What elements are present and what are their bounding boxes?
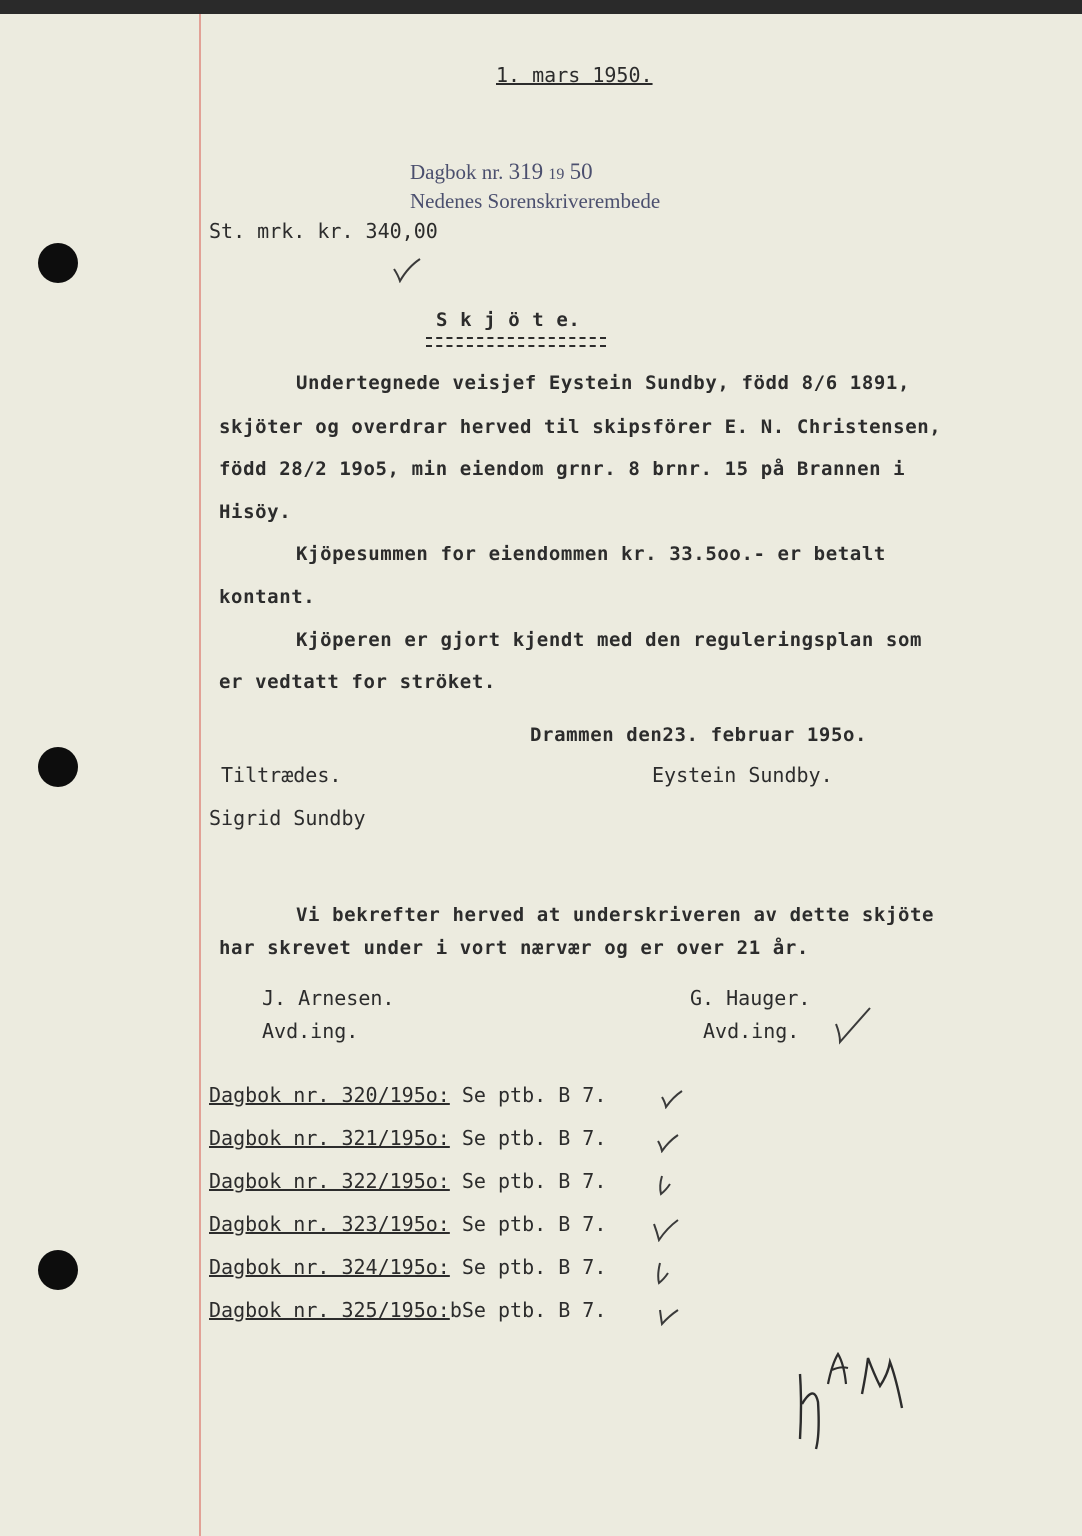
- punch-hole: [38, 243, 78, 283]
- check-mark-icon: [652, 1218, 680, 1242]
- document-title: S k j ö t e.: [436, 309, 581, 331]
- header-date: 1. mars 1950.: [496, 63, 653, 87]
- journal-note: Se ptb. B 7.: [449, 1169, 607, 1193]
- stamp-year-suffix: 50: [569, 159, 593, 184]
- place-date: Drammen den23. februar 195o.: [530, 724, 868, 746]
- spouse-signature: Sigrid Sundby: [209, 806, 366, 830]
- journal-ref: Dagbok nr. 322/195o:: [209, 1169, 450, 1193]
- check-mark-icon: [392, 257, 422, 283]
- body-line: född 28/2 19o5, min eiendom grnr. 8 brnr. 15 på Brannen i: [219, 458, 906, 480]
- journal-note: Se ptb. B 7.: [449, 1255, 607, 1279]
- margin-line: [199, 14, 201, 1536]
- journal-entry: [209, 1169, 606, 1193]
- handwritten-initials-icon: [792, 1344, 912, 1454]
- witness-name: G. Hauger.: [690, 986, 811, 1010]
- journal-ref: Dagbok nr. 323/195o:: [209, 1212, 450, 1236]
- journal-ref: Dagbok nr. 324/195o:: [209, 1255, 450, 1279]
- stamp-office: Nedenes Sorenskriverembede: [410, 189, 661, 213]
- journal-entry: [209, 1298, 606, 1322]
- journal-note: Se ptb. B 7.: [449, 1126, 607, 1150]
- title-underline: [426, 337, 606, 347]
- journal-entry: [209, 1212, 606, 1236]
- body-line: Undertegnede veisjef Eystein Sundby, född 8/6 1891,: [296, 372, 910, 394]
- punch-hole: [38, 1250, 78, 1290]
- check-mark-icon: [656, 1174, 674, 1196]
- journal-note: Se ptb. B 7.: [449, 1083, 607, 1107]
- check-mark-icon: [832, 1006, 872, 1046]
- stamp-number: 319: [508, 159, 544, 184]
- body-line: Hisöy.: [219, 501, 292, 523]
- journal-ref: Dagbok nr. 321/195o:: [209, 1126, 450, 1150]
- document-page: [0, 14, 1082, 1536]
- witness-title: Avd.ing.: [262, 1019, 359, 1043]
- stamp-fee: St. mrk. kr. 340,00: [209, 219, 438, 243]
- body-line: kontant.: [219, 586, 316, 608]
- witness-statement: har skrevet under i vort nærvær og er over 21 år.: [219, 937, 809, 959]
- body-line: skjöter og overdrar herved til skipsförer E. N. Christensen,: [219, 416, 942, 438]
- stamp-prefix: Dagbok nr.: [410, 160, 504, 184]
- consent-text: Tiltrædes.: [221, 763, 342, 787]
- journal-entry: [209, 1083, 606, 1107]
- witness-name: J. Arnesen.: [262, 986, 395, 1010]
- journal-note: bSe ptb. B 7.: [449, 1298, 607, 1322]
- punch-hole: [38, 747, 78, 787]
- journal-entry: [209, 1255, 606, 1279]
- check-mark-icon: [656, 1133, 680, 1153]
- journal-note: Se ptb. B 7.: [449, 1212, 607, 1236]
- witness-title: Avd.ing.: [703, 1019, 800, 1043]
- journal-entry: [209, 1126, 606, 1150]
- body-line: Kjöpesummen for eiendommen kr. 33.5oo.- er betalt: [296, 543, 886, 565]
- journal-ref: Dagbok nr. 325/195o:: [209, 1298, 450, 1322]
- journal-ref: Dagbok nr. 320/195o:: [209, 1083, 450, 1107]
- check-mark-icon: [656, 1306, 680, 1326]
- body-line: er vedtatt for ströket.: [219, 671, 496, 693]
- stamp-year-prefix: 19: [548, 166, 565, 183]
- check-mark-icon: [654, 1261, 672, 1285]
- body-line: Kjöperen er gjort kjendt med den reguleringsplan som: [296, 629, 923, 651]
- witness-statement: Vi bekrefter herved at underskriveren av dette skjöte: [296, 904, 935, 926]
- check-mark-icon: [660, 1089, 684, 1109]
- journal-stamp: [410, 160, 593, 187]
- seller-signature: Eystein Sundby.: [652, 763, 833, 787]
